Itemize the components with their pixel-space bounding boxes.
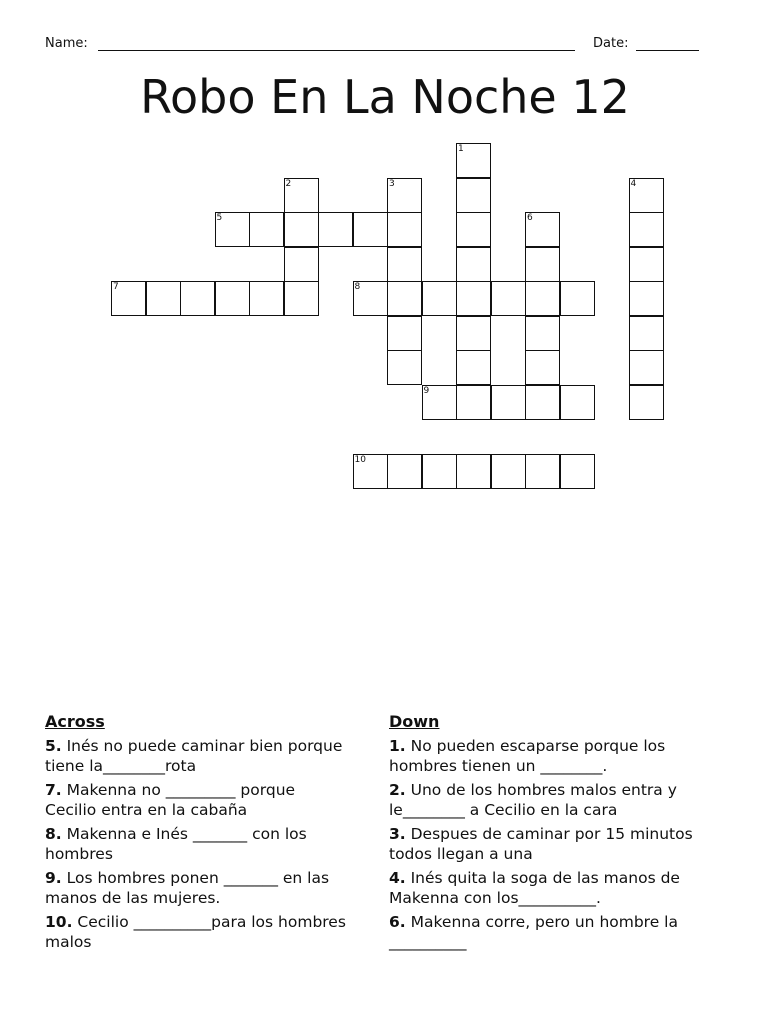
crossword-cell[interactable]	[629, 385, 664, 420]
across-clue	[45, 824, 350, 864]
clue-number-label: 9.	[45, 869, 62, 887]
clue-number: 7	[113, 282, 119, 292]
crossword-cell[interactable]	[456, 454, 491, 489]
crossword-cell[interactable]	[456, 247, 491, 282]
down-list	[389, 736, 719, 952]
crossword-cell[interactable]	[456, 212, 491, 247]
crossword-cell[interactable]	[560, 385, 595, 420]
crossword-cell[interactable]	[525, 454, 560, 489]
crossword-cell[interactable]	[249, 212, 284, 247]
clue-text: Uno de los hombres malos entra y le________ a Cecilio en la cara	[389, 781, 677, 819]
down-clue	[389, 780, 719, 820]
crossword-cell[interactable]	[387, 212, 422, 247]
crossword-cell[interactable]	[111, 281, 146, 316]
crossword-cell[interactable]	[146, 281, 181, 316]
across-clue	[45, 912, 350, 952]
name-label: Name:	[45, 36, 88, 51]
across-clues	[45, 712, 350, 956]
crossword-cell[interactable]	[422, 281, 457, 316]
down-clue	[389, 824, 719, 864]
crossword-cell[interactable]	[560, 281, 595, 316]
across-heading: Across	[45, 712, 105, 731]
clue-text: Makenna corre, pero un hombre la __________	[389, 913, 678, 951]
crossword-cell[interactable]	[629, 212, 664, 247]
clue-number: 6	[527, 213, 533, 223]
crossword-cell[interactable]	[422, 454, 457, 489]
crossword-cell[interactable]	[525, 247, 560, 282]
down-clue	[389, 912, 719, 952]
crossword-cell[interactable]	[629, 281, 664, 316]
clue-number: 10	[354, 454, 366, 465]
crossword-cell[interactable]	[491, 281, 526, 316]
crossword-cell[interactable]	[456, 143, 491, 178]
crossword-cell[interactable]	[284, 212, 319, 247]
clue-number-label: 8.	[45, 825, 62, 843]
crossword-cell[interactable]	[525, 385, 560, 420]
crossword-cell[interactable]	[387, 350, 422, 385]
crossword-cell[interactable]	[629, 178, 664, 213]
clue-text: Cecilio __________para los hombres malos	[45, 913, 346, 951]
crossword-cell[interactable]	[215, 212, 250, 247]
crossword-cell[interactable]	[525, 316, 560, 351]
clue-number-label: 1.	[389, 737, 406, 755]
across-clue	[45, 868, 350, 908]
crossword-cell[interactable]	[249, 281, 284, 316]
crossword-cell[interactable]	[387, 281, 422, 316]
down-heading: Down	[389, 712, 440, 731]
crossword-cell[interactable]	[284, 178, 319, 213]
crossword-cell[interactable]	[525, 350, 560, 385]
crossword-cell[interactable]	[456, 281, 491, 316]
clue-number: 8	[354, 282, 361, 292]
crossword-cell[interactable]	[387, 178, 422, 213]
crossword-cell[interactable]	[353, 212, 388, 247]
clue-number-label: 4.	[389, 869, 406, 887]
clue-number: 3	[389, 178, 395, 189]
clue-text: Los hombres ponen _______ en las manos de las mujeres.	[45, 869, 330, 907]
crossword-cell[interactable]	[387, 316, 422, 351]
clue-number: 2	[285, 178, 292, 189]
clue-text: Inés quita la soga de las manos de Makenna con los__________.	[389, 869, 680, 907]
crossword-cell[interactable]	[387, 247, 422, 282]
clue-number-label: 3.	[389, 825, 406, 843]
crossword-cell[interactable]	[215, 281, 250, 316]
crossword-cell[interactable]	[422, 385, 457, 420]
crossword-cell[interactable]	[525, 281, 560, 316]
crossword-cell[interactable]	[456, 178, 491, 213]
crossword-cell[interactable]	[456, 385, 491, 420]
clue-number: 4	[630, 178, 637, 189]
clue-text: Inés no puede caminar bien porque tiene la________rota	[45, 737, 343, 775]
crossword-cell[interactable]	[525, 212, 560, 247]
clue-text: Makenna e Inés _______ con los hombres	[45, 825, 307, 863]
across-clue	[45, 780, 350, 820]
clue-number-label: 7.	[45, 781, 62, 799]
crossword-cell[interactable]	[353, 281, 388, 316]
crossword-cell[interactable]	[284, 281, 319, 316]
clue-number: 1	[458, 144, 464, 154]
across-clue	[45, 736, 350, 776]
clue-text: No pueden escaparse porque los hombres tienen un ________.	[389, 737, 666, 775]
date-label: Date:	[593, 36, 629, 51]
clue-text: Despues de caminar por 15 minutos todos llegan a una	[389, 825, 693, 863]
clue-number-label: 10.	[45, 913, 73, 931]
clue-number: 5	[216, 213, 223, 223]
crossword-cell[interactable]	[284, 247, 319, 282]
clue-number: 9	[423, 385, 430, 396]
down-clue	[389, 868, 719, 908]
page-title: Robo En La Noche 12	[140, 70, 630, 124]
crossword-cell[interactable]	[387, 454, 422, 489]
clue-number-label: 2.	[389, 781, 406, 799]
crossword-cell[interactable]	[629, 316, 664, 351]
down-clue	[389, 736, 719, 776]
down-clues	[389, 712, 719, 956]
clue-number-label: 5.	[45, 737, 62, 755]
crossword-cell[interactable]	[629, 247, 664, 282]
crossword-cell[interactable]	[353, 454, 388, 489]
clue-text: Makenna no _________ porque Cecilio entra en la cabaña	[45, 781, 296, 819]
crossword-cell[interactable]	[560, 454, 595, 489]
crossword-cell[interactable]	[180, 281, 215, 316]
crossword-cell[interactable]	[456, 316, 491, 351]
across-list	[45, 736, 350, 952]
crossword-cell[interactable]	[629, 350, 664, 385]
clue-number-label: 6.	[389, 913, 406, 931]
crossword-cell[interactable]	[491, 385, 526, 420]
crossword-cell[interactable]	[318, 212, 353, 247]
crossword-cell[interactable]	[491, 454, 526, 489]
crossword-cell[interactable]	[456, 350, 491, 385]
